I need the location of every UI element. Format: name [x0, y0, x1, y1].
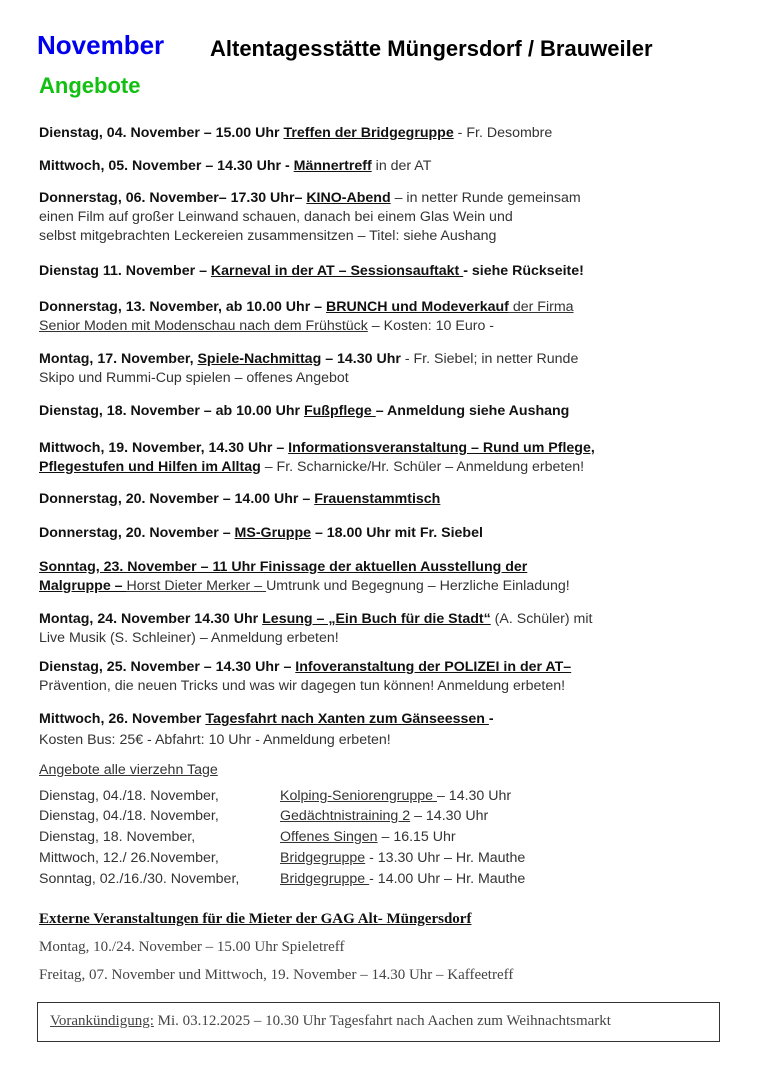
- biweekly-date: Mittwoch, 12./ 26.November,: [39, 850, 219, 866]
- event-item: [39, 610, 592, 648]
- event-date: Mittwoch, 26. November: [39, 711, 206, 727]
- event-details: – 18.00 Uhr mit Fr. Siebel: [311, 525, 483, 541]
- event-details: Umtrunk und Begegnung – Herzliche Einladung!: [266, 578, 570, 594]
- event-details-line2: Kosten Bus: 25€ - Abfahrt: 10 Uhr - Anmeldung erbeten!: [39, 732, 391, 748]
- event-details-line2: Live Musik (S. Schleiner) – Anmeldung erbeten!: [39, 630, 339, 646]
- event-date: Dienstag 11. November –: [39, 263, 211, 279]
- event-title: Fußpflege: [303, 403, 376, 419]
- event-title: Männertreff: [293, 158, 372, 174]
- biweekly-time: - 13.30 Uhr – Hr. Mauthe: [365, 850, 526, 866]
- event-item: [39, 439, 595, 477]
- preview-notice-box: [37, 1002, 720, 1042]
- event-item: [39, 490, 440, 509]
- biweekly-name: Bridgegruppe: [280, 871, 370, 887]
- external-row: Montag, 10./24. November – 15.00 Uhr Spieletreff: [39, 939, 345, 955]
- event-cost: – Kosten: 10 Euro -: [367, 318, 495, 334]
- biweekly-row: [39, 829, 456, 845]
- biweekly-name: Kolping-Seniorengruppe: [280, 788, 437, 804]
- event-details: der Firma: [508, 299, 574, 315]
- event-title: Frauenstammtisch: [314, 491, 441, 507]
- month-title: November: [37, 30, 165, 60]
- event-date: Montag, 17. November,: [39, 351, 198, 367]
- event-details: - Fr. Desombre: [453, 125, 553, 141]
- event-date: Donnerstag, 06. November– 17.30 Uhr–: [39, 190, 307, 206]
- external-heading: Externe Veranstaltungen für die Mieter der GAG Alt- Müngersdorf: [39, 911, 472, 927]
- event-date: Montag, 24. November 14.30 Uhr: [39, 611, 263, 627]
- event-details: (A. Schüler) mit: [490, 611, 593, 627]
- event-details: – Fr. Scharnicke/Hr. Schüler – Anmeldung erbeten!: [260, 459, 585, 475]
- event-item: [39, 558, 570, 596]
- event-date: Donnerstag, 20. November –: [39, 525, 235, 541]
- event-date: Mittwoch, 19. November, 14.30 Uhr –: [39, 440, 289, 456]
- event-item: [39, 298, 574, 336]
- event-details: in der AT: [371, 158, 432, 174]
- event-title: Karneval in der AT – Sessionsauftakt: [210, 263, 464, 279]
- external-row: Freitag, 07. November und Mittwoch, 19. November – 14.30 Uhr – Kaffeetreff: [39, 967, 514, 983]
- event-item: [39, 350, 578, 388]
- biweekly-date: Dienstag, 04./18. November,: [39, 788, 219, 804]
- event-details-line2: Senior Moden mit Modenschau nach dem Frühstück: [39, 318, 368, 334]
- event-details: – Anmeldung siehe Aushang: [375, 403, 570, 419]
- event-title: Informationsveranstaltung – Rund um Pflege,: [288, 440, 595, 456]
- biweekly-name: Bridgegruppe: [280, 850, 366, 866]
- event-item: [39, 658, 571, 696]
- event-title: Tagesfahrt nach Xanten zum Gänseessen: [205, 711, 489, 727]
- biweekly-date: Sonntag, 02./16./30. November,: [39, 871, 240, 887]
- event-details-line3: selbst mitgebrachten Leckereien zusammensitzen – Titel: siehe Aushang: [39, 228, 497, 244]
- notice-text: Mi. 03.12.2025 – 10.30 Uhr Tagesfahrt nach Aachen zum Weihnachtsmarkt: [153, 1013, 611, 1029]
- event-date: Dienstag, 18. November – ab 10.00 Uhr: [39, 403, 304, 419]
- event-time: – 14.30 Uhr: [321, 351, 401, 367]
- event-item: [39, 402, 569, 421]
- event-details: - siehe Rückseite!: [463, 263, 584, 279]
- event-details-line2: einen Film auf großer Leinwand schauen, danach bei einem Glas Wein und: [39, 209, 513, 225]
- biweekly-row: [39, 788, 511, 804]
- event-details-line2: Prävention, die neuen Tricks und was wir dagegen tun können! Anmeldung erbeten!: [39, 678, 566, 694]
- event-item: [39, 524, 483, 543]
- event-date: Donnerstag, 13. November, ab 10.00 Uhr –: [39, 299, 327, 315]
- event-date: Donnerstag, 20. November – 14.00 Uhr –: [39, 491, 315, 507]
- biweekly-date: Dienstag, 04./18. November,: [39, 808, 219, 824]
- biweekly-name: Gedächtnistraining 2: [280, 808, 411, 824]
- biweekly-row: [39, 871, 525, 887]
- event-title: KINO-Abend: [306, 190, 391, 206]
- biweekly-name: Offenes Singen: [280, 829, 378, 845]
- event-details-line2: Skipo und Rummi-Cup spielen – offenes Angebot: [39, 370, 349, 386]
- event-item: [39, 189, 581, 246]
- event-title: Infoveranstaltung der POLIZEI in der AT–: [295, 659, 572, 675]
- facility-title: Altentagesstätte Müngersdorf / Brauweiler: [210, 36, 653, 61]
- event-title: Spiele-Nachmittag: [197, 351, 322, 367]
- event-item: [39, 262, 584, 281]
- biweekly-row: [39, 850, 525, 866]
- event-title: BRUNCH und Modeverkauf: [326, 299, 509, 315]
- biweekly-time: – 16.15 Uhr: [377, 829, 456, 845]
- event-title: Sonntag, 23. November – 11 Uhr Finissage der aktuellen Ausstellung der: [39, 559, 528, 575]
- event-item: [39, 124, 552, 143]
- biweekly-heading: Angebote alle vierzehn Tage: [39, 762, 218, 778]
- biweekly-row: [39, 808, 488, 824]
- event-item: [39, 709, 494, 751]
- biweekly-time: – 14.30 Uhr: [410, 808, 489, 824]
- event-date: Dienstag, 25. November – 14.30 Uhr –: [39, 659, 296, 675]
- biweekly-time: - 14.00 Uhr – Hr. Mauthe: [369, 871, 526, 887]
- biweekly-date: Dienstag, 18. November,: [39, 829, 196, 845]
- event-date: Mittwoch, 05. November – 14.30 Uhr -: [39, 158, 294, 174]
- event-details: - Fr. Siebel; in netter Runde: [400, 351, 579, 367]
- event-title: Lesung – „Ein Buch für die Stadt“: [262, 611, 491, 627]
- event-artist: Horst Dieter Merker –: [126, 578, 267, 594]
- offers-subtitle: Angebote: [39, 73, 141, 98]
- event-details: -: [488, 711, 494, 727]
- event-date: Dienstag, 04. November – 15.00 Uhr: [39, 125, 284, 141]
- event-title-line2: Malgruppe –: [39, 578, 127, 594]
- event-details: – in netter Runde gemeinsam: [390, 190, 581, 206]
- event-title-line2: Pflegestufen und Hilfen im Alltag: [39, 459, 261, 475]
- event-title: Treffen der Bridgegruppe: [283, 125, 454, 141]
- notice-label: Vorankündigung:: [50, 1013, 154, 1029]
- biweekly-time: – 14.30 Uhr: [436, 788, 512, 804]
- event-title: MS-Gruppe: [234, 525, 311, 541]
- event-item: [39, 157, 431, 176]
